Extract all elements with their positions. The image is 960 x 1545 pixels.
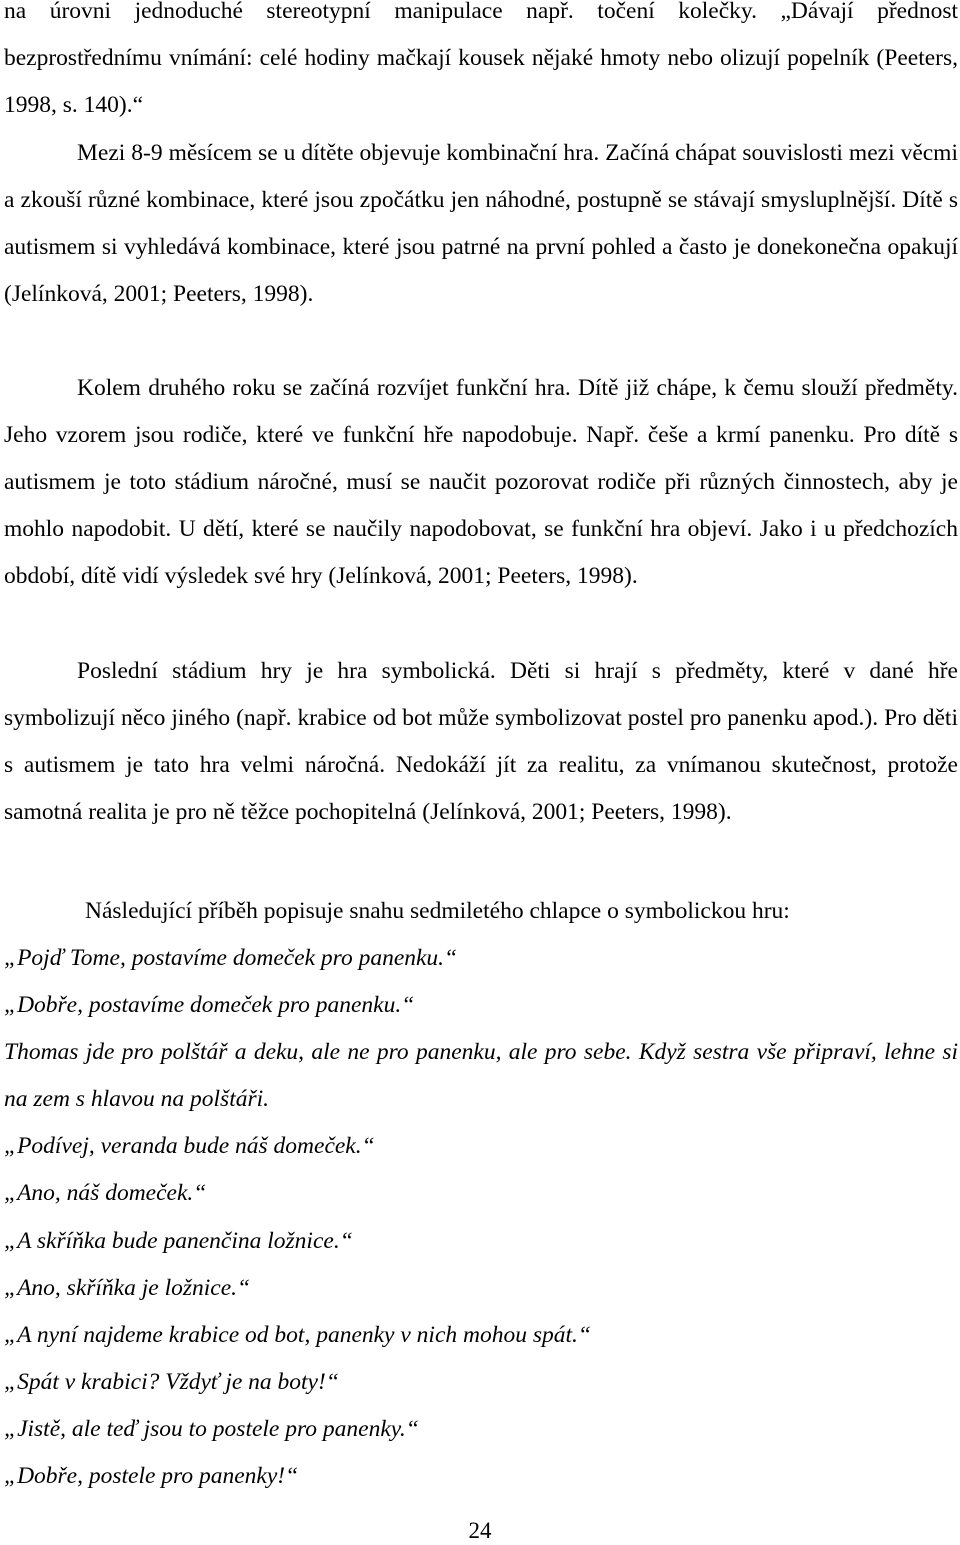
dialog-line: „A skříňka bude panenčina ložnice.“ [4,1227,353,1254]
dialog-line: „Ano, náš domeček.“ [4,1180,207,1207]
dialog-line: „Podívej, veranda bude náš domeček.“ [4,1133,375,1160]
dialog-line: „Dobře, postavíme domeček pro panenku.“ [4,992,415,1019]
dialog-line: „Pojď Tome, postavíme domeček pro panenku.“ [4,945,458,971]
paragraph-functional-play: Kolem druhého roku se začíná rozvíjet funkční hra. Dítě již chápe, k čemu slouží předměty. Jeho vzorem jsou rodiče, které ve funkční hře napodobuje. Např. češe a krmí panenku. Pro dítě s autismem je toto stádium náročné, musí se naučit pozorovat rodiče při různých činnostech, aby je mohlo napodobit. U dětí, které se naučily napodobovat, se funkční hra objeví. Jako i u předchozích období, dítě vidí výsledek své hry (Jelínková, 2001; Peeters, 1998). [4,375,958,590]
dialog-narration: Thomas jde pro polštář a deku, ale ne pro panenku, ale pro sebe. Když sestra vše připraví, lehne si na zem s hlavou na polštáři. [4,1039,958,1113]
story-intro: Následující příběh popisuje snahu sedmiletého chlapce o symbolickou hru: [85,898,790,924]
paragraph-stereotypic-play: na úrovni jednoduché stereotypní manipulace např. točení kolečky. „Dávají přednost bezprostřednímu vnímání: celé hodiny mačkají kousek nějaké hmoty nebo olizují popelník (Peeters, 1998, s. 140).“ [4,0,958,119]
page-number: 24 [468,1518,492,1543]
story-dialog [4,935,958,1500]
dialog-line: „A nyní najdeme krabice od bot, panenky v nich mohou spát.“ [4,1321,591,1348]
paragraph-combination-play: Mezi 8-9 měsícem se u dítěte objevuje kombinační hra. Začíná chápat souvislosti mezi věcmi a zkouší různé kombinace, které jsou zpočátku jen náhodné, postupně se stávají smysluplnější. Dítě s autismem si vyhledává kombinace, které jsou patrné na první pohled a často je donekonečna opakují (Jelínková, 2001; Peeters, 1998). [4,140,958,308]
dialog-line: „Jistě, ale teď jsou to postele pro panenky.“ [4,1415,419,1442]
dialog-line: „Dobře, postele pro panenky!“ [4,1463,299,1490]
dialog-line: „Spát v krabici? Vždyť je na boty!“ [4,1368,339,1395]
dialog-line: „Ano, skříňka je ložnice.“ [4,1274,251,1301]
paragraph-symbolic-play: Poslední stádium hry je hra symbolická. Děti si hrají s předměty, které v dané hře symbolizují něco jiného (např. krabice od bot může symbolizovat postel pro panenku apod.). Pro děti s autismem je tato hra velmi náročná. Nedokáží jít za realitu, za vnímanou skutečnost, protože samotná realita je pro ně těžce pochopitelná (Jelínková, 2001; Peeters, 1998). [4,658,958,826]
